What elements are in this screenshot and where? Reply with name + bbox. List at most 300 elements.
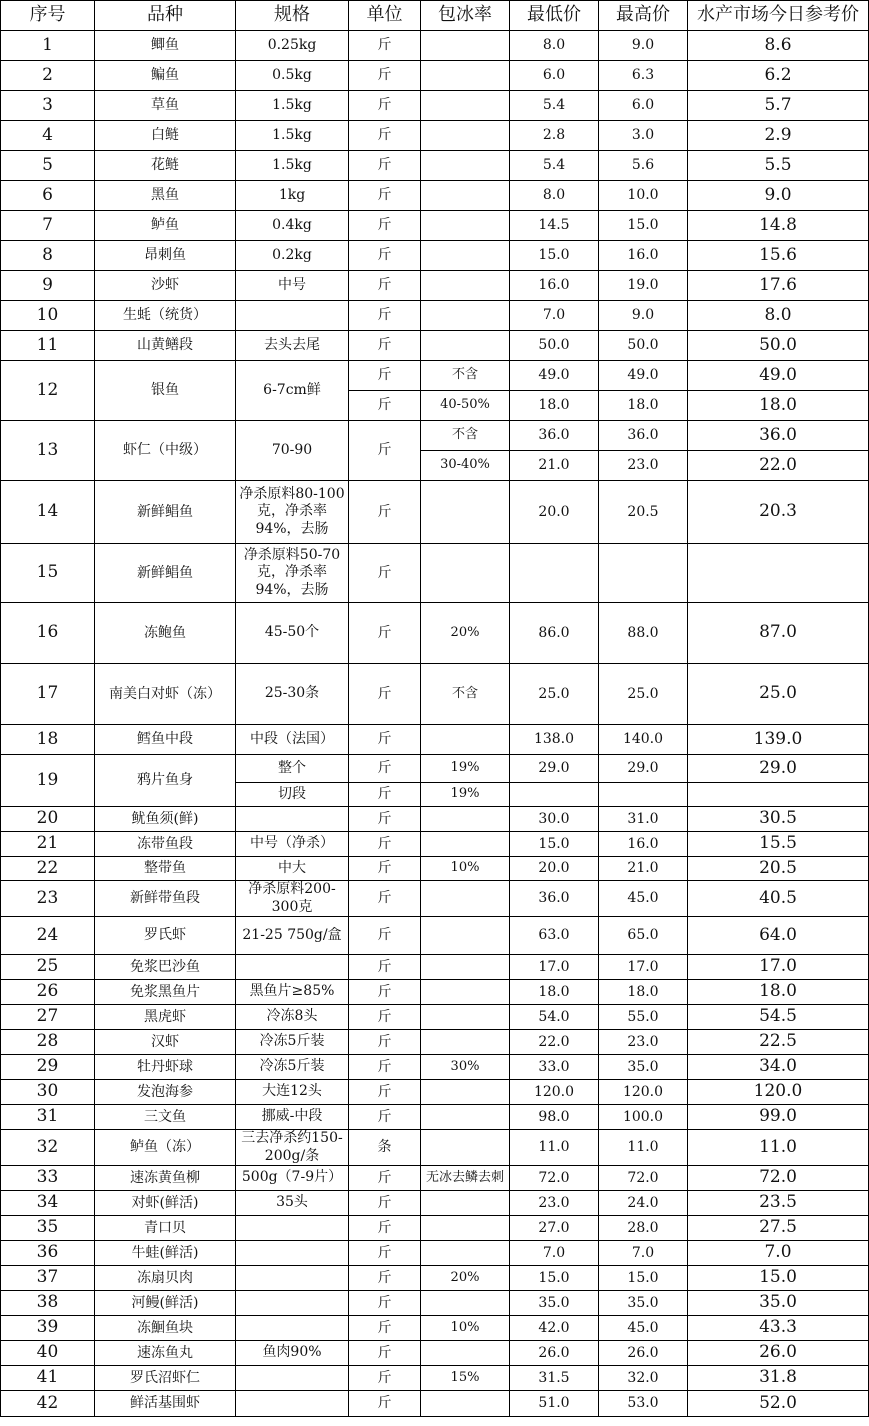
cell-ice: 15% — [421, 1366, 510, 1391]
cell-max: 120.0 — [599, 1080, 688, 1105]
cell-spec — [236, 1266, 349, 1291]
cell-no: 27 — [1, 1005, 95, 1030]
cell-no: 24 — [1, 917, 95, 955]
cell-unit: 斤 — [349, 857, 421, 881]
cell-spec: 1.5kg — [236, 91, 349, 121]
cell-ice: 19% — [421, 783, 510, 807]
cell-no: 17 — [1, 664, 95, 725]
table-row — [1, 271, 869, 301]
cell-ice — [421, 91, 510, 121]
cell-unit: 斤 — [349, 421, 421, 481]
cell-spec: 35头 — [236, 1191, 349, 1216]
cell-unit: 斤 — [349, 241, 421, 271]
cell-min: 7.0 — [510, 301, 599, 331]
table-row — [1, 31, 869, 61]
cell-max: 55.0 — [599, 1005, 688, 1030]
cell-max: 19.0 — [599, 271, 688, 301]
cell-ref: 22.0 — [688, 451, 869, 481]
cell-min: 36.0 — [510, 881, 599, 917]
cell-no: 5 — [1, 151, 95, 181]
cell-unit: 条 — [349, 1130, 421, 1166]
cell-max: 53.0 — [599, 1391, 688, 1417]
cell-ref: 8.0 — [688, 301, 869, 331]
table-row — [1, 857, 869, 881]
cell-spec: 中段（法国） — [236, 725, 349, 755]
cell-unit: 斤 — [349, 1291, 421, 1316]
cell-max: 31.0 — [599, 807, 688, 832]
header-name: 品种 — [95, 1, 236, 31]
cell-no: 15 — [1, 544, 95, 603]
table-row — [1, 1316, 869, 1341]
table-row — [1, 1105, 869, 1130]
cell-ice — [421, 481, 510, 544]
cell-max: 6.3 — [599, 61, 688, 91]
table-row — [1, 151, 869, 181]
header-spec: 规格 — [236, 1, 349, 31]
table-row — [1, 881, 869, 917]
table-row — [1, 211, 869, 241]
cell-max: 9.0 — [599, 31, 688, 61]
cell-no: 29 — [1, 1055, 95, 1080]
cell-min: 25.0 — [510, 664, 599, 725]
cell-unit: 斤 — [349, 1030, 421, 1055]
cell-unit: 斤 — [349, 1316, 421, 1341]
cell-name: 生蚝（统货） — [95, 301, 236, 331]
cell-min: 11.0 — [510, 1130, 599, 1166]
cell-name: 沙虾 — [95, 271, 236, 301]
cell-max: 17.0 — [599, 955, 688, 980]
table-row — [1, 241, 869, 271]
cell-ref: 15.6 — [688, 241, 869, 271]
cell-unit: 斤 — [349, 1191, 421, 1216]
cell-spec — [236, 1241, 349, 1266]
table-row — [1, 1241, 869, 1266]
cell-max: 10.0 — [599, 181, 688, 211]
cell-unit: 斤 — [349, 331, 421, 361]
cell-min — [510, 783, 599, 807]
cell-no: 7 — [1, 211, 95, 241]
cell-ice: 10% — [421, 857, 510, 881]
cell-name: 鳊鱼 — [95, 61, 236, 91]
header-no: 序号 — [1, 1, 95, 31]
cell-name: 速冻黄鱼柳 — [95, 1166, 236, 1191]
cell-spec: 70-90 — [236, 421, 349, 481]
cell-min: 63.0 — [510, 917, 599, 955]
cell-unit: 斤 — [349, 725, 421, 755]
cell-spec: 25-30条 — [236, 664, 349, 725]
cell-unit: 斤 — [349, 301, 421, 331]
cell-no: 34 — [1, 1191, 95, 1216]
cell-spec: 0.25kg — [236, 31, 349, 61]
cell-min: 15.0 — [510, 241, 599, 271]
cell-min: 5.4 — [510, 151, 599, 181]
cell-min: 22.0 — [510, 1030, 599, 1055]
cell-ref — [688, 783, 869, 807]
cell-name: 草鱼 — [95, 91, 236, 121]
table-row — [1, 61, 869, 91]
cell-max: 16.0 — [599, 832, 688, 857]
header-min: 最低价 — [510, 1, 599, 31]
cell-ice: 无冰去鳞去刺 — [421, 1166, 510, 1191]
cell-min: 20.0 — [510, 481, 599, 544]
header-unit: 单位 — [349, 1, 421, 31]
cell-name: 三文鱼 — [95, 1105, 236, 1130]
cell-ref: 72.0 — [688, 1166, 869, 1191]
cell-ice: 不含 — [421, 361, 510, 391]
cell-min: 15.0 — [510, 832, 599, 857]
cell-ref: 18.0 — [688, 391, 869, 421]
cell-unit: 斤 — [349, 271, 421, 301]
cell-name: 速冻鱼丸 — [95, 1341, 236, 1366]
cell-name: 银鱼 — [95, 361, 236, 421]
cell-min: 29.0 — [510, 755, 599, 783]
cell-name: 南美白对虾（冻） — [95, 664, 236, 725]
table-row — [1, 361, 869, 391]
cell-name: 黑虎虾 — [95, 1005, 236, 1030]
cell-spec: 0.4kg — [236, 211, 349, 241]
cell-no: 22 — [1, 857, 95, 881]
cell-unit: 斤 — [349, 755, 421, 783]
cell-max — [599, 544, 688, 603]
header-ref: 水产市场今日参考价 — [688, 1, 869, 31]
cell-unit: 斤 — [349, 807, 421, 832]
header-max: 最高价 — [599, 1, 688, 31]
cell-min: 36.0 — [510, 421, 599, 451]
cell-ice — [421, 301, 510, 331]
cell-unit: 斤 — [349, 1055, 421, 1080]
cell-name: 鲜活基围虾 — [95, 1391, 236, 1417]
cell-unit: 斤 — [349, 980, 421, 1005]
cell-min: 54.0 — [510, 1005, 599, 1030]
table-row — [1, 121, 869, 151]
table-row — [1, 980, 869, 1005]
cell-no: 6 — [1, 181, 95, 211]
cell-ref: 99.0 — [688, 1105, 869, 1130]
cell-ref: 11.0 — [688, 1130, 869, 1166]
cell-min: 18.0 — [510, 980, 599, 1005]
table-row — [1, 664, 869, 725]
cell-name: 免浆黑鱼片 — [95, 980, 236, 1005]
cell-name: 冻鲍鱼 — [95, 603, 236, 664]
cell-no: 37 — [1, 1266, 95, 1291]
table-row — [1, 1341, 869, 1366]
cell-min: 16.0 — [510, 271, 599, 301]
cell-unit: 斤 — [349, 1166, 421, 1191]
cell-ice — [421, 1341, 510, 1366]
cell-no: 4 — [1, 121, 95, 151]
cell-ref: 139.0 — [688, 725, 869, 755]
cell-spec: 中大 — [236, 857, 349, 881]
table-row — [1, 1005, 869, 1030]
cell-no: 3 — [1, 91, 95, 121]
cell-min: 50.0 — [510, 331, 599, 361]
table-row — [1, 331, 869, 361]
cell-ice — [421, 1105, 510, 1130]
cell-ice: 不含 — [421, 664, 510, 725]
cell-ice — [421, 331, 510, 361]
cell-spec: 500g（7-9片） — [236, 1166, 349, 1191]
cell-spec: 净杀原料80-100克，净杀率94%，去肠 — [236, 481, 349, 544]
cell-unit: 斤 — [349, 1341, 421, 1366]
cell-min: 15.0 — [510, 1266, 599, 1291]
cell-name: 对虾(鲜活) — [95, 1191, 236, 1216]
cell-name: 新鲜带鱼段 — [95, 881, 236, 917]
cell-ref: 34.0 — [688, 1055, 869, 1080]
table-row — [1, 181, 869, 211]
table-row — [1, 421, 869, 451]
cell-no: 9 — [1, 271, 95, 301]
cell-max: 5.6 — [599, 151, 688, 181]
cell-ice — [421, 980, 510, 1005]
cell-name: 发泡海参 — [95, 1080, 236, 1105]
cell-ice: 30-40% — [421, 451, 510, 481]
cell-no: 35 — [1, 1216, 95, 1241]
cell-ice — [421, 181, 510, 211]
cell-spec — [236, 1391, 349, 1417]
cell-ref: 31.8 — [688, 1366, 869, 1391]
cell-max: 18.0 — [599, 980, 688, 1005]
cell-name: 鱿鱼须(鲜) — [95, 807, 236, 832]
cell-max: 20.5 — [599, 481, 688, 544]
cell-min: 30.0 — [510, 807, 599, 832]
cell-name: 牡丹虾球 — [95, 1055, 236, 1080]
cell-ref: 52.0 — [688, 1391, 869, 1417]
cell-spec: 0.2kg — [236, 241, 349, 271]
cell-no: 40 — [1, 1341, 95, 1366]
cell-spec: 三去净杀约150-200g/条 — [236, 1130, 349, 1166]
cell-max: 18.0 — [599, 391, 688, 421]
cell-ice — [421, 1130, 510, 1166]
cell-ref: 20.5 — [688, 857, 869, 881]
cell-ice — [421, 211, 510, 241]
cell-ref: 26.0 — [688, 1341, 869, 1366]
table-row — [1, 603, 869, 664]
cell-ref: 17.0 — [688, 955, 869, 980]
cell-unit: 斤 — [349, 1241, 421, 1266]
cell-no: 25 — [1, 955, 95, 980]
cell-spec: 冷冻5斤装 — [236, 1030, 349, 1055]
cell-name: 冻带鱼段 — [95, 832, 236, 857]
cell-min: 27.0 — [510, 1216, 599, 1241]
cell-name: 冻鮰鱼块 — [95, 1316, 236, 1341]
cell-spec: 21-25 750g/盒 — [236, 917, 349, 955]
cell-max: 65.0 — [599, 917, 688, 955]
cell-spec: 冷冻8头 — [236, 1005, 349, 1030]
cell-name: 鲈鱼（冻） — [95, 1130, 236, 1166]
cell-max: 45.0 — [599, 881, 688, 917]
cell-ice — [421, 955, 510, 980]
cell-name: 新鲜鲳鱼 — [95, 481, 236, 544]
cell-min — [510, 544, 599, 603]
cell-ice — [421, 1291, 510, 1316]
cell-spec: 挪威-中段 — [236, 1105, 349, 1130]
cell-spec: 45-50个 — [236, 603, 349, 664]
cell-spec: 1.5kg — [236, 151, 349, 181]
cell-min: 35.0 — [510, 1291, 599, 1316]
cell-ice — [421, 1241, 510, 1266]
cell-unit: 斤 — [349, 391, 421, 421]
table-row — [1, 1166, 869, 1191]
cell-ref: 50.0 — [688, 331, 869, 361]
cell-max: 23.0 — [599, 451, 688, 481]
cell-ref: 30.5 — [688, 807, 869, 832]
cell-min: 5.4 — [510, 91, 599, 121]
cell-min: 17.0 — [510, 955, 599, 980]
cell-unit: 斤 — [349, 881, 421, 917]
cell-min: 8.0 — [510, 31, 599, 61]
cell-ref: 27.5 — [688, 1216, 869, 1241]
cell-max: 23.0 — [599, 1030, 688, 1055]
cell-max: 35.0 — [599, 1291, 688, 1316]
cell-ice — [421, 807, 510, 832]
table-row — [1, 1291, 869, 1316]
table-row — [1, 1266, 869, 1291]
cell-spec: 0.5kg — [236, 61, 349, 91]
cell-ice — [421, 544, 510, 603]
cell-ice — [421, 151, 510, 181]
cell-ice — [421, 1391, 510, 1417]
cell-min: 120.0 — [510, 1080, 599, 1105]
cell-max: 3.0 — [599, 121, 688, 151]
cell-max: 15.0 — [599, 1266, 688, 1291]
cell-ref: 20.3 — [688, 481, 869, 544]
cell-no: 26 — [1, 980, 95, 1005]
cell-ref: 43.3 — [688, 1316, 869, 1341]
cell-ref: 25.0 — [688, 664, 869, 725]
cell-spec: 整个 — [236, 755, 349, 783]
cell-max: 25.0 — [599, 664, 688, 725]
cell-ref: 23.5 — [688, 1191, 869, 1216]
cell-spec — [236, 807, 349, 832]
cell-name: 鸦片鱼身 — [95, 755, 236, 807]
cell-unit: 斤 — [349, 121, 421, 151]
cell-max: 16.0 — [599, 241, 688, 271]
cell-ref: 7.0 — [688, 1241, 869, 1266]
cell-unit: 斤 — [349, 1391, 421, 1417]
cell-no: 11 — [1, 331, 95, 361]
cell-min: 138.0 — [510, 725, 599, 755]
cell-min: 18.0 — [510, 391, 599, 421]
cell-min: 2.8 — [510, 121, 599, 151]
cell-ice — [421, 832, 510, 857]
cell-spec — [236, 1216, 349, 1241]
cell-unit: 斤 — [349, 481, 421, 544]
cell-ice — [421, 725, 510, 755]
cell-name: 鲈鱼 — [95, 211, 236, 241]
table-row — [1, 1391, 869, 1417]
cell-unit: 斤 — [349, 61, 421, 91]
cell-max: 140.0 — [599, 725, 688, 755]
cell-ref: 87.0 — [688, 603, 869, 664]
cell-name: 山黄鳝段 — [95, 331, 236, 361]
cell-spec — [236, 1316, 349, 1341]
cell-max: 21.0 — [599, 857, 688, 881]
cell-no: 31 — [1, 1105, 95, 1130]
cell-min: 26.0 — [510, 1341, 599, 1366]
cell-unit: 斤 — [349, 151, 421, 181]
cell-max — [599, 783, 688, 807]
cell-ref: 29.0 — [688, 755, 869, 783]
cell-unit: 斤 — [349, 917, 421, 955]
cell-unit: 斤 — [349, 664, 421, 725]
cell-min: 42.0 — [510, 1316, 599, 1341]
cell-unit: 斤 — [349, 1080, 421, 1105]
cell-ref: 5.7 — [688, 91, 869, 121]
cell-min: 8.0 — [510, 181, 599, 211]
cell-unit: 斤 — [349, 603, 421, 664]
cell-max: 24.0 — [599, 1191, 688, 1216]
cell-max: 35.0 — [599, 1055, 688, 1080]
cell-unit: 斤 — [349, 181, 421, 211]
cell-min: 51.0 — [510, 1391, 599, 1417]
cell-ref: 2.9 — [688, 121, 869, 151]
table-row — [1, 301, 869, 331]
cell-name: 黑鱼 — [95, 181, 236, 211]
cell-name: 新鲜鲳鱼 — [95, 544, 236, 603]
cell-max: 6.0 — [599, 91, 688, 121]
cell-min: 33.0 — [510, 1055, 599, 1080]
cell-no: 36 — [1, 1241, 95, 1266]
cell-spec: 1.5kg — [236, 121, 349, 151]
cell-no: 18 — [1, 725, 95, 755]
cell-min: 23.0 — [510, 1191, 599, 1216]
cell-max: 11.0 — [599, 1130, 688, 1166]
cell-max: 26.0 — [599, 1341, 688, 1366]
cell-no: 1 — [1, 31, 95, 61]
cell-unit: 斤 — [349, 1266, 421, 1291]
cell-ice — [421, 1191, 510, 1216]
table-row — [1, 807, 869, 832]
cell-ice — [421, 1005, 510, 1030]
cell-max: 15.0 — [599, 211, 688, 241]
cell-ice — [421, 61, 510, 91]
cell-spec — [236, 955, 349, 980]
cell-max: 36.0 — [599, 421, 688, 451]
cell-name: 冻扇贝肉 — [95, 1266, 236, 1291]
cell-spec: 黑鱼片≥85% — [236, 980, 349, 1005]
cell-no: 39 — [1, 1316, 95, 1341]
cell-min: 20.0 — [510, 857, 599, 881]
cell-min: 86.0 — [510, 603, 599, 664]
cell-ice — [421, 1030, 510, 1055]
table-row — [1, 544, 869, 603]
cell-unit: 斤 — [349, 1105, 421, 1130]
cell-ref: 18.0 — [688, 980, 869, 1005]
cell-spec: 冷冻5斤装 — [236, 1055, 349, 1080]
table-row — [1, 725, 869, 755]
table-row — [1, 755, 869, 783]
cell-ref: 9.0 — [688, 181, 869, 211]
cell-ice — [421, 881, 510, 917]
table-row — [1, 1191, 869, 1216]
table-row — [1, 917, 869, 955]
table-row — [1, 1366, 869, 1391]
cell-min: 31.5 — [510, 1366, 599, 1391]
cell-name: 罗氏虾 — [95, 917, 236, 955]
cell-min: 49.0 — [510, 361, 599, 391]
cell-ref: 14.8 — [688, 211, 869, 241]
cell-name: 鳕鱼中段 — [95, 725, 236, 755]
cell-spec: 去头去尾 — [236, 331, 349, 361]
cell-name: 昂刺鱼 — [95, 241, 236, 271]
cell-unit: 斤 — [349, 1005, 421, 1030]
cell-ice: 19% — [421, 755, 510, 783]
cell-name: 白鲢 — [95, 121, 236, 151]
table-row — [1, 481, 869, 544]
cell-max: 45.0 — [599, 1316, 688, 1341]
cell-no: 41 — [1, 1366, 95, 1391]
cell-ice: 20% — [421, 1266, 510, 1291]
